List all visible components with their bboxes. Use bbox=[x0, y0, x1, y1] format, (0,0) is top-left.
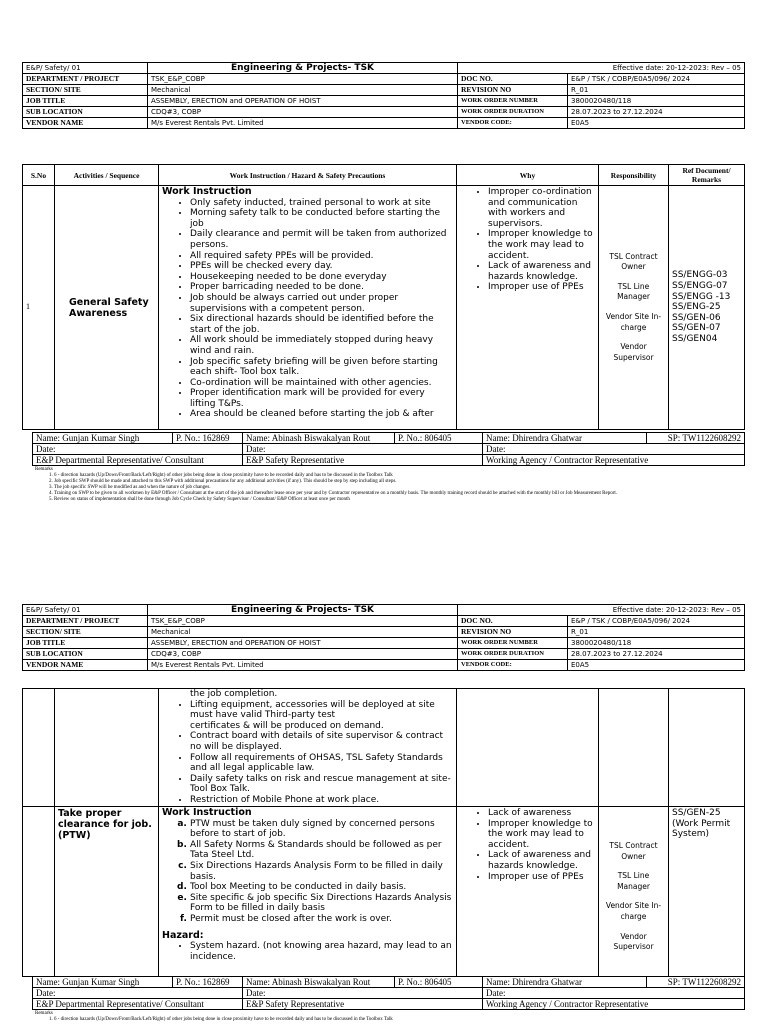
why-cell bbox=[457, 186, 599, 430]
remark-item: 2. Job specific SWP should be made and attached to this SWP with additional precautions for any additional activities (if any). This should be step by step including all steps. bbox=[54, 479, 744, 485]
work-instruction-heading: Work Instruction bbox=[162, 186, 252, 197]
header-row: DEPARTMENT / PROJECT TSK_E&P_COBP DOC NO. E&P / TSK / COBP/E0A5/096/ 2024 bbox=[23, 616, 745, 627]
date-field: Date: bbox=[483, 444, 745, 455]
swp-table-continued bbox=[22, 688, 745, 977]
signatory-name: Name: Gunjan Kumar Singh bbox=[33, 977, 173, 988]
instruction-cell bbox=[159, 689, 457, 807]
why-cell bbox=[457, 807, 599, 977]
responsibility-cell bbox=[599, 186, 669, 430]
list-item: • Improper knowledge to the work may lead to accident. bbox=[488, 819, 595, 851]
instruction-list bbox=[162, 819, 453, 925]
header-row: SUB LOCATION CDQ#3, COBP WORK ORDER DURATION 28.07.2023 to 27.12.2024 bbox=[23, 107, 745, 118]
continued-text: the job completion. bbox=[190, 689, 278, 699]
document-header bbox=[22, 62, 745, 129]
ref-item: SS/GEN-06 bbox=[672, 312, 721, 323]
list-item: e. Site specific & job specific Six Directions Hazards Analysis Form to be filled in daily basis bbox=[190, 893, 453, 914]
responsibility-item: TSL Line Manager bbox=[617, 871, 650, 891]
signatory-pno: P. No.: 162869 bbox=[173, 433, 243, 444]
doc-ref: E&P/ Safety/ 01 bbox=[23, 605, 148, 616]
signatory-name: Name: Dhirendra Ghatwar bbox=[483, 433, 647, 444]
document-header bbox=[22, 604, 745, 671]
ref-item: SS/ENGG-07 bbox=[672, 281, 728, 292]
col-responsibility: Responsibility bbox=[599, 165, 669, 186]
document-title: Engineering & Projects- TSK bbox=[148, 63, 458, 74]
instruction-list bbox=[162, 198, 453, 420]
instruction-cell bbox=[159, 807, 457, 977]
signatory-pno: P. No.: 806405 bbox=[395, 433, 483, 444]
responsibility-item: Vendor Site In-charge bbox=[605, 901, 662, 921]
list-item: • Lack of awareness bbox=[488, 808, 595, 819]
list-item: • Lack of awareness and hazards knowledge. bbox=[488, 261, 595, 282]
header-row: SUB LOCATION CDQ#3, COBP WORK ORDER DURATION 28.07.2023 to 27.12.2024 bbox=[23, 649, 745, 660]
list-item: • Improper knowledge to the work may lead to accident. bbox=[488, 229, 595, 261]
remark-item: 1. 6 - direction hazards (Up/Down/Front/Back/Left/Right) of other jobs being done in close proximity have to be recorded daily and has to be discussed in the Toolbox Talk bbox=[54, 1017, 744, 1023]
remarks-list bbox=[32, 1017, 744, 1023]
header-row: JOB TITLE ASSEMBLY, ERECTION and OPERATION OF HOIST WORK ORDER NUMBER 3800020480/118 bbox=[23, 96, 745, 107]
list-item: • Lifting equipment, accessories will be deployed at site must have valid Third-party test bbox=[190, 700, 453, 721]
col-why: Why bbox=[457, 165, 599, 186]
date-field: Date: bbox=[243, 444, 483, 455]
instruction-cell bbox=[159, 186, 457, 430]
list-item: • Improper co-ordination and communication with workers and supervisors. bbox=[488, 187, 595, 229]
list-item: • Co-ordination will be maintained with other agencies. bbox=[190, 378, 453, 389]
remark-item: 4. Training on SWP to be given to all workmen by E&P Officer / Consultant at the start of the job and thereafter lease once per year and by Contractor representative on a monthly basis. The monthly training record should be attached with the monthly bill or Job Measurement Report. bbox=[54, 491, 744, 497]
header-row: SECTION/ SITE Mechanical REVISION NO R_01 bbox=[23, 627, 745, 638]
signatory-name: Name: Abinash Biswakalyan Rout bbox=[243, 433, 395, 444]
list-item: • PPEs will be checked every day. bbox=[190, 261, 453, 272]
ref-item: SS/GEN-25 (Work Permit System) bbox=[672, 808, 731, 840]
responsibility-item: TSL Contract Owner bbox=[609, 251, 658, 272]
hazard-heading: Hazard: bbox=[162, 929, 204, 941]
doc-ref: E&P/ Safety/ 01 bbox=[23, 63, 148, 74]
ref-item: SS/ENGG-03 bbox=[672, 270, 728, 281]
header-row: SECTION/ SITE Mechanical REVISION NO R_01 bbox=[23, 85, 745, 96]
remark-item: 1. 6 - direction hazards (Up/Down/Front/Back/Left/Right) of other jobs being done in close proximity have to be recorded daily and has to be discussed in the Toolbox Talk bbox=[54, 473, 744, 479]
col-sno: S.No bbox=[23, 165, 55, 186]
list-item: • Daily safety talks on risk and rescue management at site- Tool Box Talk. bbox=[190, 774, 453, 795]
date-field: Date: bbox=[483, 988, 745, 999]
list-item: • Daily clearance and permit will be taken from authorized persons. bbox=[190, 229, 453, 250]
signature-table bbox=[32, 976, 745, 1010]
header-row: VENDOR NAME M/s Everest Rentals Pvt. Limited VENDOR CODE: E0A5 bbox=[23, 118, 745, 129]
signatory-role: E&P Safety Representative bbox=[243, 455, 483, 466]
hazard-list bbox=[162, 941, 453, 962]
ref-item: SS/ENG-25 bbox=[672, 302, 721, 313]
responsibility-item: Vendor Supervisor bbox=[613, 342, 654, 362]
remarks-section bbox=[32, 1011, 744, 1023]
list-item: • Proper barricading needed to be done. bbox=[190, 282, 453, 293]
list-item: a. PTW must be taken duly signed by concerned persons before to start of job. bbox=[190, 819, 453, 840]
activity-cell bbox=[55, 807, 159, 977]
list-item: • Follow all requirements of OHSAS, TSL Safety Standards and all legal applicable law. bbox=[190, 753, 453, 774]
list-item: d. Tool box Meeting to be conducted in daily basis. bbox=[190, 882, 453, 893]
why-list bbox=[460, 187, 595, 293]
list-item: • All work should be immediately stopped during heavy wind and rain. bbox=[190, 335, 453, 356]
activity-label: Take proper clearance for job. (PTW) bbox=[58, 808, 152, 841]
table-row bbox=[23, 186, 745, 430]
effective-date: Effective date: 20-12-2023: Rev – 05 bbox=[458, 63, 745, 74]
swp-table bbox=[22, 164, 745, 430]
remarks-list bbox=[32, 473, 744, 503]
list-item: b. All Safety Norms & Standards should be followed as per Tata Steel Ltd. bbox=[190, 840, 453, 861]
table-row bbox=[23, 689, 745, 807]
signatory-role: E&P Safety Representative bbox=[243, 999, 483, 1010]
header-row: JOB TITLE ASSEMBLY, ERECTION and OPERATION OF HOIST WORK ORDER NUMBER 3800020480/118 bbox=[23, 638, 745, 649]
signatory-role: Working Agency / Contractor Representative bbox=[483, 455, 745, 466]
signatory-role: Working Agency / Contractor Representative bbox=[483, 999, 745, 1010]
list-item: c. Six Directions Hazards Analysis Form to be filled in daily basis. bbox=[190, 861, 453, 882]
date-field: Date: bbox=[33, 988, 243, 999]
signatory-role: E&P Departmental Representative/ Consultant bbox=[33, 999, 243, 1010]
col-activities: Activities / Sequence bbox=[55, 165, 159, 186]
remark-item: 3. The job specific SWP will be modified as and when the nature of job changes. bbox=[54, 485, 744, 491]
header-row: VENDOR NAME M/s Everest Rentals Pvt. Limited VENDOR CODE: E0A5 bbox=[23, 660, 745, 671]
effective-date: Effective date: 20-12-2023: Rev – 05 bbox=[458, 605, 745, 616]
signatory-name: Name: Dhirendra Ghatwar bbox=[483, 977, 647, 988]
header-row: DEPARTMENT / PROJECT TSK_E&P_COBP DOC NO. E&P / TSK / COBP/E0A5/096/ 2024 bbox=[23, 74, 745, 85]
ref-cell bbox=[669, 186, 745, 430]
serial-number: 1 bbox=[23, 186, 55, 430]
responsibility-item: TSL Line Manager bbox=[617, 281, 650, 302]
document-title: Engineering & Projects- TSK bbox=[148, 605, 458, 616]
list-item: • Contract board with details of site supervisor & contract no will be displayed. bbox=[190, 731, 453, 752]
responsibility-item: Vendor Site In-charge bbox=[605, 312, 662, 332]
list-item: • Housekeeping needed to be done everyday bbox=[190, 272, 453, 283]
list-item: • Job specific safety briefing will be given before starting each shift- Tool box talk. bbox=[190, 357, 453, 378]
date-field: Date: bbox=[243, 988, 483, 999]
signatory-name: Name: Abinash Biswakalyan Rout bbox=[243, 977, 395, 988]
list-item: • Improper use of PPEs bbox=[488, 282, 595, 293]
list-item: • System hazard. (not knowing area hazard, may lead to an incidence. bbox=[190, 941, 453, 962]
date-field: Date: bbox=[33, 444, 243, 455]
remarks-section bbox=[32, 467, 744, 503]
ref-item: SS/GEN04 bbox=[672, 333, 718, 344]
signatory-name: Name: Gunjan Kumar Singh bbox=[33, 433, 173, 444]
signatory-pno: P. No.: 162869 bbox=[173, 977, 243, 988]
remarks-title: Remarks bbox=[35, 467, 53, 472]
list-item: • Lack of awareness and hazards knowledge. bbox=[488, 850, 595, 871]
responsibility-cell bbox=[599, 807, 669, 977]
remark-item: 5. Review on status of implementation shall be done through Job Cycle Check by Safety Supervisor / Consultant/ E&P Officer at least once per month bbox=[54, 497, 744, 503]
col-ref: Ref Document/ Remarks bbox=[669, 165, 745, 186]
list-item: • Job should be always carried out under proper supervisions with a competent person. bbox=[190, 293, 453, 314]
why-list bbox=[460, 808, 595, 882]
table-header-row bbox=[23, 165, 745, 186]
activity-cell bbox=[55, 186, 159, 430]
col-instruction: Work Instruction / Hazard & Safety Precautions bbox=[159, 165, 457, 186]
list-item: certificates & will be produced on demand. bbox=[190, 720, 384, 731]
instruction-list bbox=[162, 700, 453, 806]
list-item: • Proper identification mark will be provided for every lifting T&Ps. bbox=[190, 388, 453, 409]
signatory-role: E&P Departmental Representative/ Consultant bbox=[33, 455, 243, 466]
ref-item: SS/ENGG -13 bbox=[672, 291, 731, 302]
ref-item: SS/GEN-07 bbox=[672, 323, 721, 334]
work-instruction-heading: Work Instruction bbox=[162, 807, 252, 818]
list-item: • Area should be cleaned before starting the job & after bbox=[190, 409, 453, 420]
list-item: • Restriction of Mobile Phone at work place. bbox=[190, 795, 453, 806]
list-item: • All required safety PPEs will be provided. bbox=[190, 251, 453, 262]
table-row bbox=[23, 807, 745, 977]
list-item: • Morning safety talk to be conducted before starting the job bbox=[190, 208, 453, 229]
responsibility-item: TSL Contract Owner bbox=[609, 841, 658, 861]
signature-table bbox=[32, 432, 745, 466]
signatory-sp: SP: TW1122608292 bbox=[647, 433, 745, 444]
ref-cell bbox=[669, 807, 745, 977]
activity-label: General Safety Awareness bbox=[69, 296, 149, 319]
list-item: • Improper use of PPEs bbox=[488, 872, 595, 883]
remarks-title: Remarks bbox=[35, 1011, 53, 1016]
responsibility-item: Vendor Supervisor bbox=[613, 931, 654, 952]
signatory-pno: P. No.: 806405 bbox=[395, 977, 483, 988]
list-item: f. Permit must be closed after the work is over. bbox=[190, 914, 453, 925]
list-item: • Six directional hazards should be identified before the start of the job. bbox=[190, 314, 453, 335]
list-item: • Only safety inducted, trained personal to work at site bbox=[190, 198, 453, 209]
signatory-sp: SP: TW1122608292 bbox=[647, 977, 745, 988]
